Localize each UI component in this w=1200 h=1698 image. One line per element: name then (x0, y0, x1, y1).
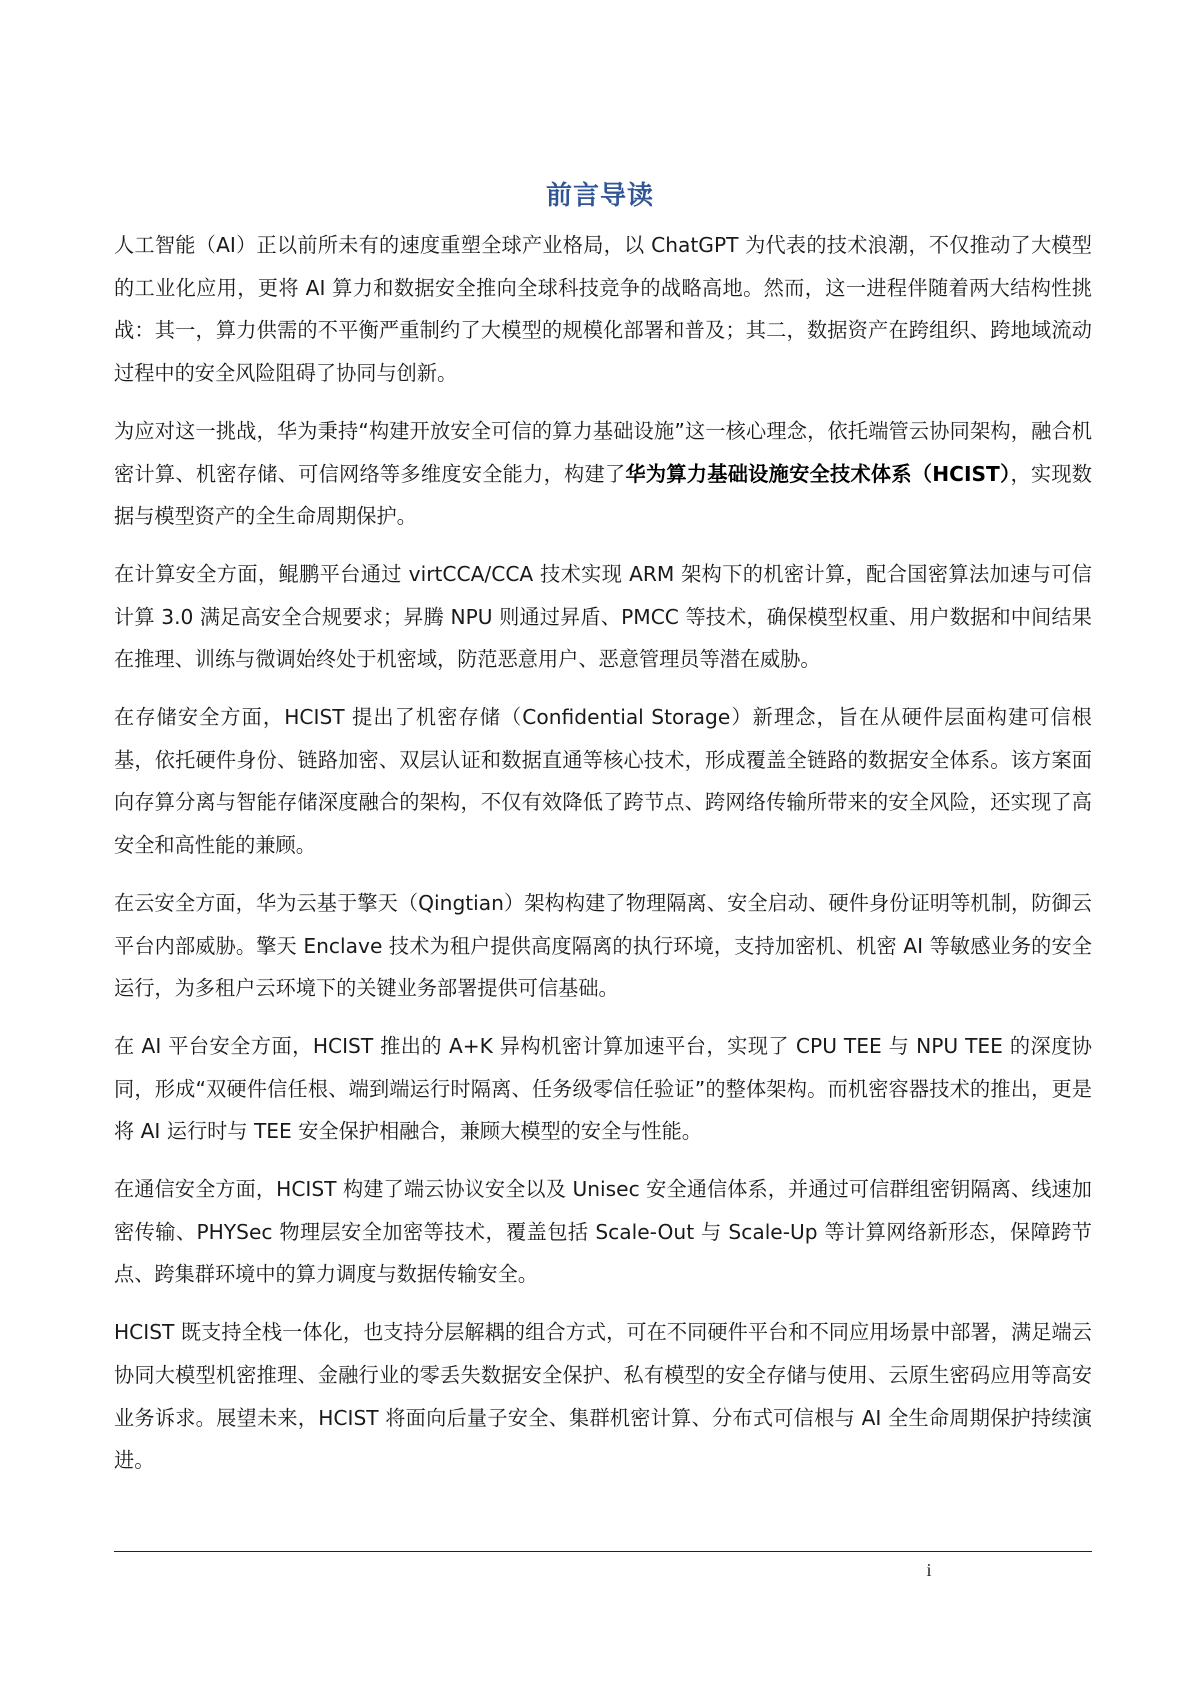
footer-divider (114, 1551, 1092, 1552)
page-number: i (926, 1560, 932, 1580)
paragraph-communication-security: 在通信安全方面，HCIST 构建了端云协议安全以及 Unisec 安全通信体系，并通过可信群组密钥隔离、线速加密传输、PHYSec 物理层安全加密等技术，覆盖包括 Scale-Out 与 Scale-Up 等计算网络新形态，保障跨节点、跨集群环境中的算力调度与数据传输安全。 (114, 1177, 1092, 1287)
paragraph-storage-security: 在存储安全方面，HCIST 提出了机密存储（Confidential Storage）新理念，旨在从硬件层面构建可信根基，依托硬件身份、链路加密、双层认证和数据直通等核心技术，形成覆盖全链路的数据安全体系。该方案面向存算分离与智能存储深度融合的架构，不仅有效降低了跨节点、跨网络传输所带来的安全风险，还实现了高安全和高性能的兼顾。 (114, 705, 1092, 858)
hcist-bold-term: 华为算力基础设施安全技术体系（HCIST） (625, 461, 1011, 486)
paragraph-text: 为应对这一挑战，华为秉持“构建开放安全可信的算力基础设施”这一核心理念，依托端管云协同架构，融合机密计算、机密存储、可信网络等多维度安全能力，构建了 (114, 418, 1092, 486)
paragraph-ai-platform-security: 在 AI 平台安全方面，HCIST 推出的 A+K 异构机密计算加速平台，实现了 CPU TEE 与 NPU TEE 的深度协同，形成“双硬件信任根、端到端运行时隔离、任务级零信任验证”的整体架构。而机密容器技术的推出，更是将 AI 运行时与 TEE 安全保护相融合，兼顾大模型的安全与性能。 (114, 1033, 1092, 1144)
paragraph-text: ，实现数据与模型资产的全生命周期保护。 (114, 461, 1092, 529)
page-title: 前言导读 (545, 181, 654, 211)
paragraph-intro: 人工智能（AI）正以前所未有的速度重塑全球产业格局，以 ChatGPT 为代表的技术浪潮，不仅推动了大模型的工业化应用，更将 AI 算力和数据安全推向全球科技竞争的战略高地。然而，这一进程伴随着两大结构性挑战：其一，算力供需的不平衡严重制约了大模型的规模化部署和普及；其二，数据资产在跨组织、跨地域流动过程中的安全风险阻碍了协同与创新。 (114, 233, 1092, 386)
paragraph-hcist-overview (114, 410, 1092, 538)
paragraph-compute-security: 在计算安全方面，鲲鹏平台通过 virtCCA/CCA 技术实现 ARM 架构下的机密计算，配合国密算法加速与可信计算 3.0 满足高安全合规要求；昇腾 NPU 则通过昇盾、PMCC 等技术，确保模型权重、用户数据和中间结果在推理、训练与微调始终处于机密域，防范恶意用户、恶意管理员等潜在威胁。 (114, 561, 1092, 672)
paragraph-outlook: HCIST 既支持全栈一体化，也支持分层解耦的组合方式，可在不同硬件平台和不同应用场景中部署，满足端云协同大模型机密推理、金融行业的零丢失数据安全保护、私有模型的安全存储与使用、云原生密码应用等高安业务诉求。展望未来，HCIST 将面向后量子安全、集群机密计算、分布式可信根与 AI 全生命周期保护持续演进。 (114, 1320, 1092, 1473)
document-body (114, 224, 1092, 1497)
paragraph-cloud-security: 在云安全方面，华为云基于擎天（Qingtian）架构构建了物理隔离、安全启动、硬件身份证明等机制，防御云平台内部威胁。擎天 Enclave 技术为租户提供高度隔离的执行环境，支持加密机、机密 AI 等敏感业务的安全运行，为多租户云环境下的关键业务部署提供可信基础。 (114, 890, 1092, 1001)
